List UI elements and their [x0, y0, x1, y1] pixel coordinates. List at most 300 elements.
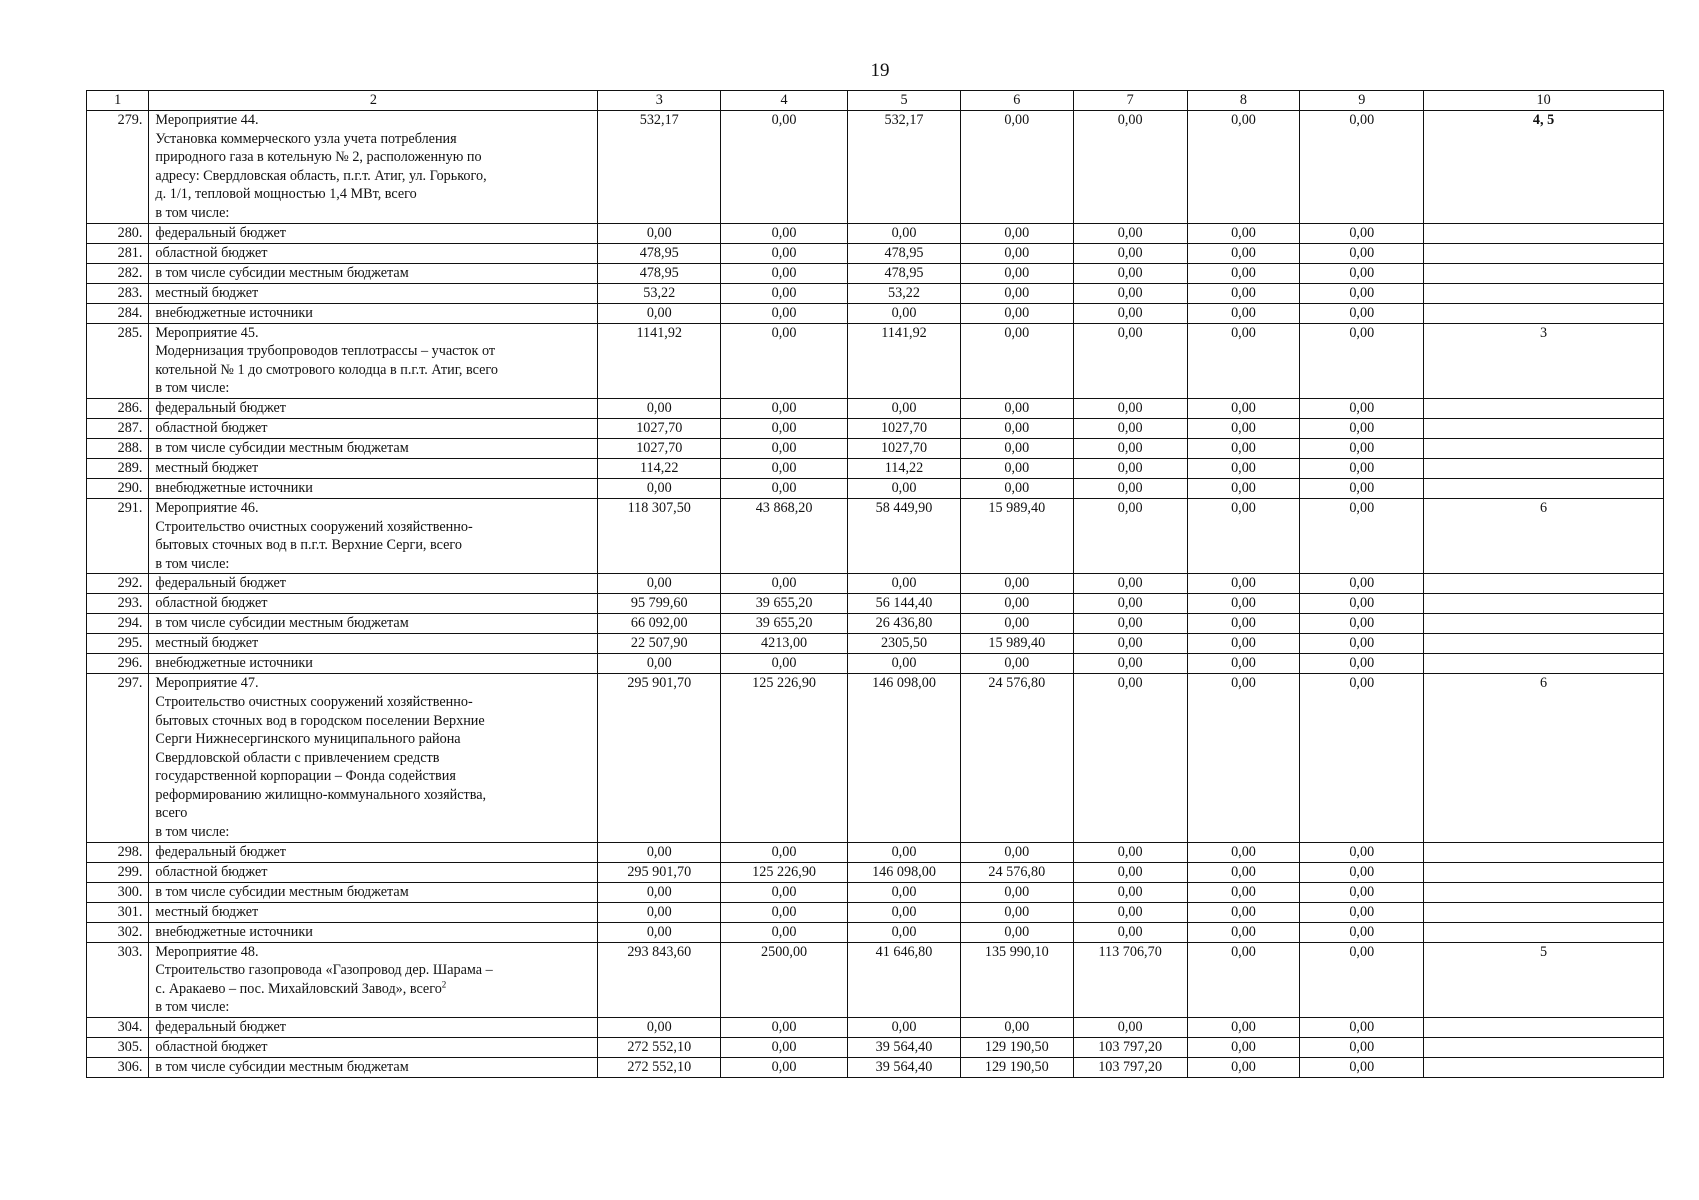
value-cell: 103 797,20	[1073, 1058, 1187, 1078]
value-cell: 0,00	[960, 1018, 1073, 1038]
value-cell: 0,00	[1300, 478, 1424, 498]
description-text: государственной корпорации – Фонда содействия	[155, 768, 456, 785]
table-row	[87, 574, 1664, 594]
table-row	[87, 594, 1664, 614]
value-cell: 0,00	[1187, 283, 1300, 303]
value-cell: 0,00	[960, 438, 1073, 458]
description-text: в том числе субсидии местным бюджетам	[155, 1059, 409, 1076]
value-cell: 0,00	[1073, 614, 1187, 634]
description-text: в том числе:	[155, 555, 230, 572]
value-cell: 0,00	[960, 111, 1073, 224]
target-indicator-cell	[1424, 303, 1664, 323]
value-cell: 0,00	[1300, 634, 1424, 654]
value-cell: 0,00	[1073, 303, 1187, 323]
description-text: в том числе:	[155, 204, 230, 221]
description-line	[155, 130, 591, 149]
target-indicator-cell	[1424, 243, 1664, 263]
value-cell: 0,00	[1300, 283, 1424, 303]
description-text: адресу: Свердловская область, п.г.т. Атиг, ул. Горького,	[155, 167, 487, 184]
value-cell: 0,00	[1187, 478, 1300, 498]
value-cell: 295 901,70	[598, 674, 721, 842]
value-cell: 0,00	[848, 303, 961, 323]
value-cell: 0,00	[1073, 438, 1187, 458]
value-cell: 0,00	[1300, 418, 1424, 438]
row-description	[149, 842, 598, 862]
table-row	[87, 418, 1664, 438]
value-cell: 43 868,20	[721, 498, 848, 573]
value-cell: 0,00	[848, 902, 961, 922]
value-cell: 0,00	[848, 574, 961, 594]
value-cell: 0,00	[1073, 498, 1187, 573]
table-row	[87, 478, 1664, 498]
description-line	[155, 1058, 591, 1076]
row-description	[149, 862, 598, 882]
description-text: местный бюджет	[155, 459, 259, 476]
value-cell: 0,00	[1187, 614, 1300, 634]
row-number: 287.	[87, 418, 149, 438]
description-line	[155, 264, 591, 282]
value-cell: 0,00	[721, 398, 848, 418]
value-cell: 113 706,70	[1073, 942, 1187, 1017]
table-row	[87, 674, 1664, 842]
table-row	[87, 498, 1664, 573]
value-cell: 0,00	[960, 398, 1073, 418]
value-cell: 0,00	[1300, 594, 1424, 614]
row-number: 288.	[87, 438, 149, 458]
value-cell: 15 989,40	[960, 634, 1073, 654]
value-cell: 53,22	[598, 283, 721, 303]
table-row	[87, 263, 1664, 283]
value-cell: 0,00	[1073, 574, 1187, 594]
description-text: бытовых сточных вод в городском поселении Верхние	[155, 712, 485, 729]
description-text: федеральный бюджет	[155, 575, 286, 592]
value-cell: 0,00	[721, 654, 848, 674]
description-text: в том числе субсидии местным бюджетам	[155, 439, 409, 456]
value-cell: 0,00	[960, 458, 1073, 478]
value-cell: 0,00	[1300, 1018, 1424, 1038]
value-cell: 1027,70	[848, 438, 961, 458]
target-indicator-cell	[1424, 1038, 1664, 1058]
value-cell: 0,00	[960, 283, 1073, 303]
description-text: областной бюджет	[155, 1039, 268, 1056]
row-number: 294.	[87, 614, 149, 634]
row-description	[149, 498, 598, 573]
table-row	[87, 303, 1664, 323]
row-description	[149, 674, 598, 842]
table-body	[87, 111, 1664, 1078]
row-description	[149, 243, 598, 263]
header-cell: 1	[87, 91, 149, 111]
value-cell: 478,95	[598, 243, 721, 263]
description-line	[155, 943, 591, 962]
value-cell: 1141,92	[598, 323, 721, 398]
table-row	[87, 111, 1664, 224]
value-cell: 0,00	[1073, 458, 1187, 478]
row-number: 298.	[87, 842, 149, 862]
description-line	[155, 459, 591, 477]
value-cell: 0,00	[598, 478, 721, 498]
description-text: Мероприятие 44.	[155, 112, 259, 128]
description-text: внебюджетные источники	[155, 923, 313, 940]
value-cell: 0,00	[1073, 654, 1187, 674]
value-cell: 478,95	[848, 263, 961, 283]
table-row	[87, 942, 1664, 1017]
table-row	[87, 614, 1664, 634]
value-cell: 0,00	[848, 1018, 961, 1038]
description-text: областной бюджет	[155, 595, 268, 612]
value-cell: 103 797,20	[1073, 1038, 1187, 1058]
row-description	[149, 634, 598, 654]
value-cell: 1027,70	[598, 418, 721, 438]
description-text: всего	[155, 805, 188, 822]
target-indicator-cell	[1424, 263, 1664, 283]
value-cell: 0,00	[1073, 418, 1187, 438]
value-cell: 0,00	[721, 263, 848, 283]
description-text: в том числе:	[155, 999, 230, 1016]
value-cell: 0,00	[1300, 398, 1424, 418]
row-description	[149, 1038, 598, 1058]
description-line	[155, 923, 591, 941]
table-row	[87, 1018, 1664, 1038]
description-line	[155, 730, 591, 749]
description-line	[155, 749, 591, 768]
value-cell: 0,00	[848, 882, 961, 902]
description-line	[155, 399, 591, 417]
row-description	[149, 902, 598, 922]
value-cell: 0,00	[721, 922, 848, 942]
description-line	[155, 883, 591, 901]
value-cell: 0,00	[960, 842, 1073, 862]
description-line	[155, 185, 591, 204]
value-cell: 0,00	[848, 398, 961, 418]
value-cell: 0,00	[1300, 574, 1424, 594]
value-cell: 2305,50	[848, 634, 961, 654]
row-description	[149, 458, 598, 478]
value-cell: 125 226,90	[721, 674, 848, 842]
table-row	[87, 1038, 1664, 1058]
value-cell: 56 144,40	[848, 594, 961, 614]
description-line	[155, 304, 591, 322]
row-description	[149, 223, 598, 243]
description-text: внебюджетные источники	[155, 655, 313, 672]
target-indicator-cell	[1424, 922, 1664, 942]
value-cell: 0,00	[721, 303, 848, 323]
description-text: Мероприятие 46.	[155, 499, 259, 516]
target-indicator-cell: 4, 5	[1424, 111, 1664, 224]
description-line	[155, 499, 591, 518]
header-cell: 10	[1424, 91, 1664, 111]
header-cell: 8	[1187, 91, 1300, 111]
value-cell: 0,00	[1300, 498, 1424, 573]
row-description	[149, 1058, 598, 1078]
value-cell: 129 190,50	[960, 1038, 1073, 1058]
description-line	[155, 361, 591, 380]
value-cell: 0,00	[1187, 398, 1300, 418]
value-cell: 0,00	[1300, 1038, 1424, 1058]
value-cell: 293 843,60	[598, 942, 721, 1017]
value-cell: 0,00	[960, 614, 1073, 634]
row-number: 305.	[87, 1038, 149, 1058]
description-text: природного газа в котельную № 2, расположенную по	[155, 149, 482, 166]
description-line	[155, 379, 591, 398]
value-cell: 0,00	[1187, 862, 1300, 882]
row-number: 296.	[87, 654, 149, 674]
value-cell: 0,00	[960, 303, 1073, 323]
value-cell: 41 646,80	[848, 942, 961, 1017]
row-number: 299.	[87, 862, 149, 882]
value-cell: 0,00	[1187, 654, 1300, 674]
row-number: 295.	[87, 634, 149, 654]
value-cell: 0,00	[721, 882, 848, 902]
row-description	[149, 303, 598, 323]
target-indicator-cell	[1424, 1018, 1664, 1038]
value-cell: 0,00	[1187, 498, 1300, 573]
row-description	[149, 654, 598, 674]
value-cell: 0,00	[721, 842, 848, 862]
value-cell: 95 799,60	[598, 594, 721, 614]
description-line	[155, 244, 591, 262]
row-description	[149, 942, 598, 1017]
description-text: в том числе субсидии местным бюджетам	[155, 615, 409, 632]
value-cell: 58 449,90	[848, 498, 961, 573]
value-cell: 0,00	[721, 478, 848, 498]
value-cell: 0,00	[1073, 323, 1187, 398]
description-text: Мероприятие 47.	[155, 675, 259, 692]
value-cell: 1141,92	[848, 323, 961, 398]
value-cell: 0,00	[1300, 862, 1424, 882]
table-row	[87, 1058, 1664, 1078]
row-number: 291.	[87, 498, 149, 573]
target-indicator-cell	[1424, 398, 1664, 418]
value-cell: 0,00	[1187, 674, 1300, 842]
description-text: областной бюджет	[155, 244, 268, 261]
value-cell: 0,00	[1300, 303, 1424, 323]
footnote-marker: 2	[441, 979, 447, 990]
target-indicator-cell	[1424, 862, 1664, 882]
row-number: 279.	[87, 111, 149, 224]
value-cell: 0,00	[598, 303, 721, 323]
description-line	[155, 518, 591, 537]
value-cell: 0,00	[721, 418, 848, 438]
table-row	[87, 323, 1664, 398]
description-text: в том числе:	[155, 824, 230, 841]
row-description	[149, 418, 598, 438]
value-cell: 272 552,10	[598, 1058, 721, 1078]
description-line	[155, 594, 591, 612]
value-cell: 53,22	[848, 283, 961, 303]
description-text: в том числе субсидии местным бюджетам	[155, 264, 409, 281]
value-cell: 0,00	[960, 243, 1073, 263]
description-line	[155, 614, 591, 632]
table-row	[87, 842, 1664, 862]
value-cell: 0,00	[721, 323, 848, 398]
value-cell: 24 576,80	[960, 862, 1073, 882]
value-cell: 0,00	[721, 223, 848, 243]
value-cell: 0,00	[1073, 634, 1187, 654]
target-indicator-cell	[1424, 458, 1664, 478]
value-cell: 0,00	[1300, 438, 1424, 458]
value-cell: 0,00	[1073, 674, 1187, 842]
value-cell: 0,00	[1187, 323, 1300, 398]
description-text: федеральный бюджет	[155, 399, 286, 416]
value-cell: 0,00	[848, 223, 961, 243]
value-cell: 0,00	[1187, 574, 1300, 594]
table-row	[87, 902, 1664, 922]
description-line	[155, 284, 591, 302]
description-text: федеральный бюджет	[155, 1019, 286, 1036]
value-cell: 0,00	[1300, 223, 1424, 243]
value-cell: 0,00	[721, 283, 848, 303]
value-cell: 0,00	[848, 478, 961, 498]
value-cell: 0,00	[1187, 842, 1300, 862]
value-cell: 0,00	[960, 654, 1073, 674]
description-text: местный бюджет	[155, 903, 259, 920]
value-cell: 39 564,40	[848, 1038, 961, 1058]
value-cell: 0,00	[598, 654, 721, 674]
table-row	[87, 882, 1664, 902]
value-cell: 0,00	[1300, 111, 1424, 224]
description-text: в том числе субсидии местным бюджетам	[155, 883, 409, 900]
header-cell: 4	[721, 91, 848, 111]
description-text: в том числе:	[155, 380, 230, 397]
description-line	[155, 324, 591, 343]
description-line	[155, 903, 591, 921]
description-line	[155, 111, 591, 130]
row-number: 285.	[87, 323, 149, 398]
description-line	[155, 148, 591, 167]
description-line	[155, 479, 591, 497]
row-number: 306.	[87, 1058, 149, 1078]
value-cell: 146 098,00	[848, 674, 961, 842]
value-cell: 272 552,10	[598, 1038, 721, 1058]
value-cell: 0,00	[1300, 922, 1424, 942]
row-description	[149, 263, 598, 283]
value-cell: 478,95	[848, 243, 961, 263]
value-cell: 0,00	[1073, 1018, 1187, 1038]
value-cell: 0,00	[1073, 111, 1187, 224]
value-cell: 146 098,00	[848, 862, 961, 882]
header-row	[87, 91, 1664, 111]
value-cell: 0,00	[1073, 882, 1187, 902]
value-cell: 0,00	[1300, 263, 1424, 283]
target-indicator-cell	[1424, 882, 1664, 902]
value-cell: 0,00	[1073, 594, 1187, 614]
target-indicator-cell	[1424, 478, 1664, 498]
value-cell: 118 307,50	[598, 498, 721, 573]
value-cell: 0,00	[721, 1018, 848, 1038]
value-cell: 0,00	[721, 1038, 848, 1058]
header-cell: 5	[848, 91, 961, 111]
value-cell: 1027,70	[848, 418, 961, 438]
description-line	[155, 1018, 591, 1036]
value-cell: 125 226,90	[721, 862, 848, 882]
value-cell: 0,00	[960, 263, 1073, 283]
value-cell: 478,95	[598, 263, 721, 283]
table-row	[87, 398, 1664, 418]
value-cell: 0,00	[1300, 458, 1424, 478]
description-line	[155, 712, 591, 731]
description-text: федеральный бюджет	[155, 843, 286, 860]
table-row	[87, 438, 1664, 458]
table-row	[87, 862, 1664, 882]
page-number: 19	[870, 60, 890, 81]
description-text: Строительство газопровода «Газопровод дер. Шарама –	[155, 962, 493, 979]
description-line	[155, 693, 591, 712]
table-row	[87, 654, 1664, 674]
value-cell: 0,00	[598, 1018, 721, 1038]
row-number: 284.	[87, 303, 149, 323]
description-line	[155, 574, 591, 592]
row-number: 286.	[87, 398, 149, 418]
value-cell: 0,00	[598, 574, 721, 594]
value-cell: 0,00	[1073, 283, 1187, 303]
description-line	[155, 674, 591, 693]
row-description	[149, 574, 598, 594]
value-cell: 0,00	[1300, 942, 1424, 1017]
description-line	[155, 1038, 591, 1056]
value-cell: 0,00	[1300, 654, 1424, 674]
value-cell: 0,00	[721, 574, 848, 594]
value-cell: 66 092,00	[598, 614, 721, 634]
header-cell: 3	[598, 91, 721, 111]
description-line	[155, 786, 591, 805]
description-text: бытовых сточных вод в п.г.т. Верхние Серги, всего	[155, 537, 462, 554]
row-number: 280.	[87, 223, 149, 243]
row-description	[149, 614, 598, 634]
value-cell: 0,00	[1073, 478, 1187, 498]
description-text: котельной № 1 до смотрового колодца в п.г.т. Атиг, всего	[155, 361, 498, 378]
description-line	[155, 342, 591, 361]
description-line	[155, 998, 591, 1017]
description-text: реформированию жилищно-коммунального хозяйства,	[155, 786, 487, 803]
target-indicator-cell	[1424, 634, 1664, 654]
value-cell: 0,00	[598, 223, 721, 243]
description-line	[155, 204, 591, 223]
value-cell: 0,00	[721, 111, 848, 224]
target-indicator-cell	[1424, 418, 1664, 438]
description-line	[155, 823, 591, 842]
description-line	[155, 767, 591, 786]
row-description	[149, 283, 598, 303]
row-number: 293.	[87, 594, 149, 614]
description-line	[155, 634, 591, 652]
value-cell: 26 436,80	[848, 614, 961, 634]
description-text: местный бюджет	[155, 635, 259, 652]
value-cell: 0,00	[1187, 634, 1300, 654]
description-text: Модернизация трубопроводов теплотрассы – участок от	[155, 343, 496, 360]
value-cell: 0,00	[1300, 902, 1424, 922]
row-number: 303.	[87, 942, 149, 1017]
value-cell: 0,00	[598, 842, 721, 862]
description-text: Свердловской области с привлечением средств	[155, 749, 440, 766]
row-number: 281.	[87, 243, 149, 263]
value-cell: 0,00	[1073, 223, 1187, 243]
value-cell: 295 901,70	[598, 862, 721, 882]
description-text: Строительство очистных сооружений хозяйственно-	[155, 693, 473, 710]
value-cell: 39 564,40	[848, 1058, 961, 1078]
target-indicator-cell	[1424, 223, 1664, 243]
value-cell: 0,00	[1187, 594, 1300, 614]
target-indicator-cell	[1424, 902, 1664, 922]
value-cell: 0,00	[1300, 842, 1424, 862]
value-cell: 4213,00	[721, 634, 848, 654]
header-cell: 7	[1073, 91, 1187, 111]
value-cell: 15 989,40	[960, 498, 1073, 573]
description-text: Мероприятие 48.	[155, 943, 259, 960]
table-row	[87, 283, 1664, 303]
row-description	[149, 111, 598, 224]
table-row	[87, 243, 1664, 263]
